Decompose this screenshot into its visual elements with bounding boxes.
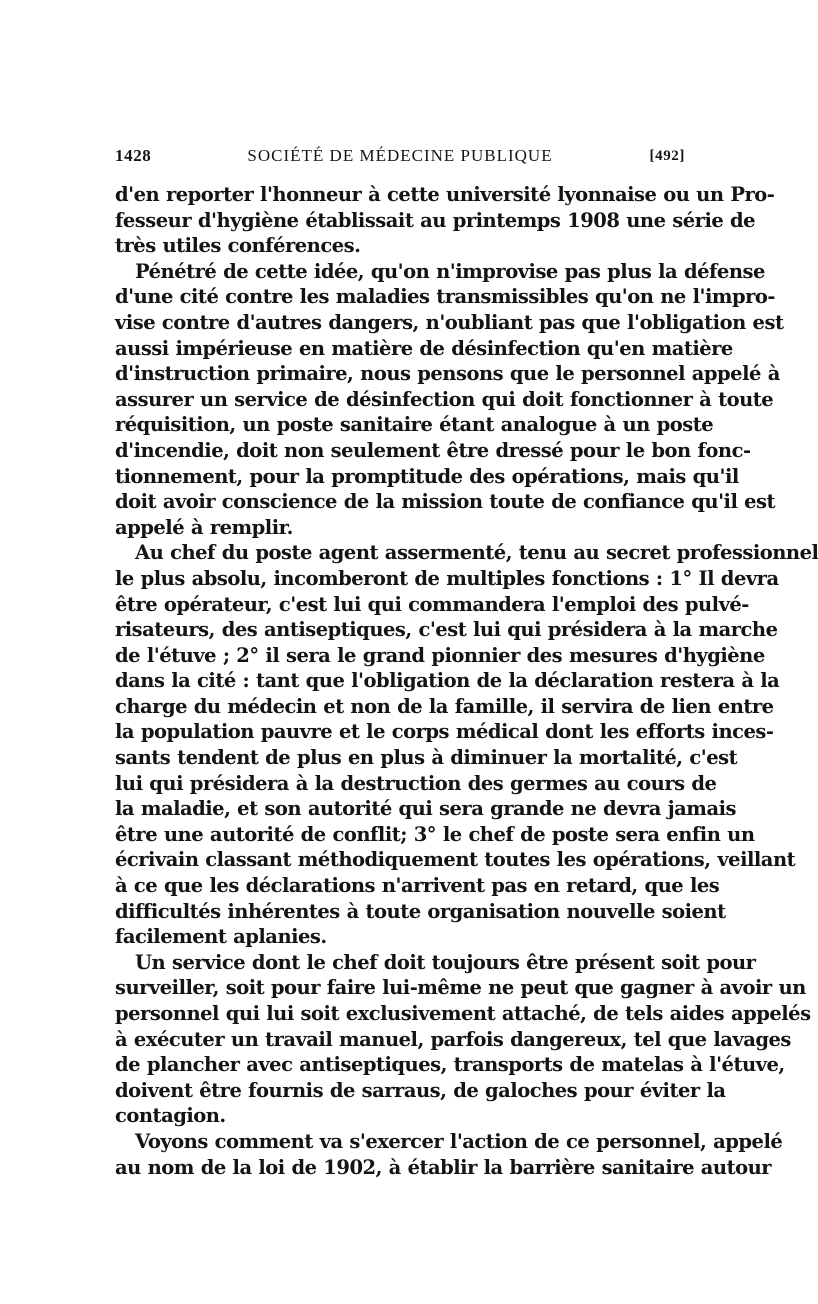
paragraph (115, 1129, 783, 1180)
text-line: très utiles conférences. (115, 234, 361, 258)
text-line: difficultés inhérentes à toute organisation nouvelle soient (115, 899, 726, 923)
text-line: Pénétré de cette idée, qu'on n'improvise pas plus la défense (135, 259, 765, 283)
document-page (115, 140, 818, 1180)
text-line: tionnement, pour la promptitude des opérations, mais qu'il (115, 464, 739, 488)
text-line: d'en reporter l'honneur à cette université lyonnaise ou un Pro- (115, 183, 775, 206)
text-line: d'instruction primaire, nous pensons que le personnel appelé à (115, 362, 780, 386)
text-line: d'incendie, doit non seulement être dressé pour le bon fonc- (115, 438, 751, 462)
text-line: la maladie, et son autorité qui sera grande ne devra jamais (115, 797, 736, 821)
text-line: doit avoir conscience de la mission toute de confiance qu'il est (115, 490, 776, 514)
text-line: dans la cité : tant que l'obligation de la déclaration restera à la (115, 669, 780, 693)
text-line: de l'étuve ; 2° il sera le grand pionnier des mesures d'hygiène (115, 643, 765, 667)
text-line: Un service dont le chef doit toujours être présent soit pour (135, 950, 756, 974)
text-line: aussi impérieuse en matière de désinfection qu'en matière (115, 336, 733, 360)
text-line: Au chef du poste agent assermenté, tenu au secret professionnel (135, 541, 818, 565)
text-line: contagion. (115, 1104, 226, 1128)
paragraph (115, 950, 811, 1129)
running-title: SOCIÉTÉ DE MÉDECINE PUBLIQUE (247, 146, 553, 165)
page-header (115, 140, 685, 174)
text-line: d'une cité contre les maladies transmissibles qu'on ne l'impro- (115, 285, 776, 309)
body-text (115, 182, 818, 1180)
text-line: risateurs, des antiseptiques, c'est lui qui présidera à la marche (115, 618, 778, 642)
text-line: réquisition, un poste sanitaire étant analogue à un poste (115, 413, 714, 437)
text-line: être une autorité de conflit; 3° le chef de poste sera enfin un (115, 822, 755, 846)
page-number: 1428 (115, 146, 152, 165)
text-line: sants tendent de plus en plus à diminuer la mortalité, c'est (115, 746, 738, 770)
text-line: la population pauvre et le corps médical dont les efforts inces- (115, 720, 774, 744)
text-line: le plus absolu, incomberont de multiples fonctions : 1° Il devra (115, 566, 779, 590)
text-line: assurer un service de désinfection qui doit fonctionner à toute (115, 387, 774, 411)
text-line: écrivain classant méthodiquement toutes les opérations, veillant (115, 848, 796, 872)
text-line: personnel qui lui soit exclusivement attaché, de tels aides appelés (115, 1002, 811, 1025)
text-line: être opérateur, c'est lui qui commandera l'emploi des pulvé- (115, 592, 749, 616)
paragraph (115, 259, 784, 541)
text-line: facilement aplanies. (115, 925, 327, 949)
text-line: lui qui présidera à la destruction des germes au cours de (115, 771, 717, 795)
text-line: à ce que les déclarations n'arrivent pas en retard, que les (115, 874, 720, 898)
text-line: appelé à remplir. (115, 515, 293, 539)
text-line: doivent être fournis de sarraus, de galoches pour éviter la (115, 1078, 726, 1102)
text-line: charge du médecin et non de la famille, il servira de lien entre (115, 694, 774, 718)
text-line: de plancher avec antiseptiques, transports de matelas à l'étuve, (115, 1053, 785, 1077)
paragraph (115, 182, 775, 259)
page-reference: [492] (649, 148, 685, 164)
text-line: à exécuter un travail manuel, parfois dangereux, tel que lavages (115, 1027, 791, 1051)
text-line: surveiller, soit pour faire lui-même ne peut que gagner à avoir un (115, 976, 806, 1000)
text-line: vise contre d'autres dangers, n'oubliant pas que l'obligation est (115, 310, 784, 334)
paragraph (115, 540, 818, 950)
text-line: au nom de la loi de 1902, à établir la barrière sanitaire autour (115, 1155, 772, 1179)
text-line: Voyons comment va s'exercer l'action de ce personnel, appelé (135, 1129, 783, 1153)
text-line: fesseur d'hygiène établissait au printemps 1908 une série de (115, 208, 756, 232)
